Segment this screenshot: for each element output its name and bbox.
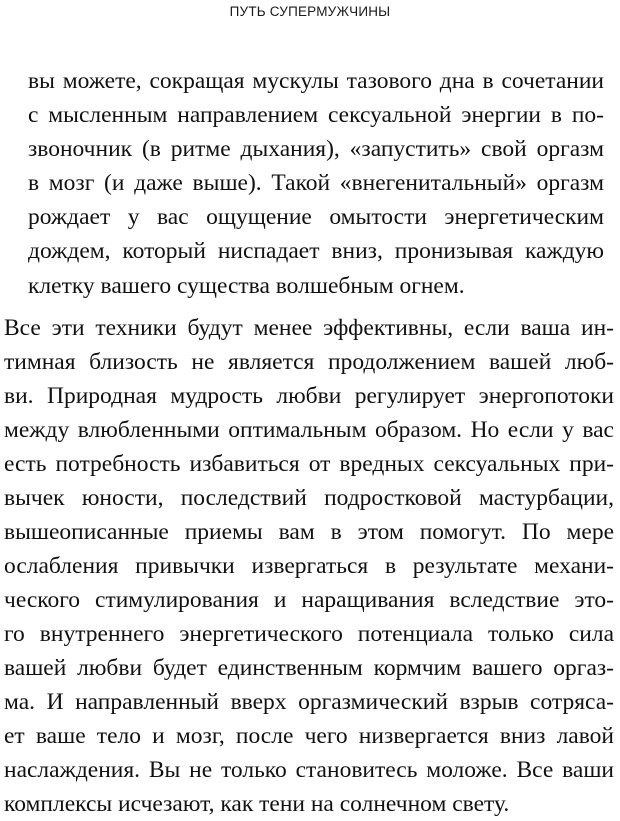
- text-line: ма. И направленный вверх оргазмический взрыв сотряса-: [4, 689, 614, 715]
- text-line: ви. Природная мудрость любви регулирует энергопотоки: [4, 383, 614, 409]
- text-line: ческого стимулирования и наращивания вследствие это-: [4, 587, 614, 613]
- text-line: тимная близость не является продолжением вашей люб-: [4, 349, 614, 375]
- quote-paragraph: [28, 64, 604, 303]
- text-line: вашей любви будет единственным кормчим вашего оргаз-: [4, 655, 614, 681]
- text-line: звоночник (в ритме дыхания), «запустить» свой оргазм: [28, 136, 604, 163]
- text-line: ет ваше тело и мозг, после чего низвергается вниз лавой: [4, 723, 614, 749]
- running-header: ПУТЬ СУПЕРМУЖЧИНЫ: [229, 4, 391, 19]
- text-line: Все эти техники будут менее эффективны, если ваша ин-: [4, 315, 614, 341]
- text-line: рождает у вас ощущение омытости энергетическим: [28, 204, 604, 231]
- main-paragraph: [4, 311, 614, 821]
- text-line: вычек юности, последствий подростковой мастурбации,: [4, 485, 614, 511]
- text-line: с мысленным направлением сексуальной энергии в по-: [28, 102, 604, 129]
- text-line: вышеописанные приемы вам в этом помогут. По мере: [4, 519, 614, 545]
- text-line: ослабления привычки извергаться в результате механи-: [4, 553, 614, 579]
- text-line: между влюбленными оптимальным образом. Но если у вас: [4, 417, 614, 443]
- text-line: наслаждения. Вы не только становитесь моложе. Все ваши: [4, 757, 614, 783]
- text-line: го внутреннего энергетического потенциала только сила: [4, 621, 614, 647]
- text-line: клетку вашего существа волшебным огнем.: [28, 272, 465, 299]
- text-line: вы можете, сокращая мускулы тазового дна в сочетании: [28, 68, 604, 94]
- text-line: комплексы исчезают, как тени на солнечном свету.: [4, 791, 510, 817]
- text-line: в мозг (и даже выше). Такой «внегенитальный» оргазм: [28, 170, 604, 197]
- text-line: дождем, который ниспадает вниз, пронизывая каждую: [28, 238, 604, 265]
- text-line: есть потребность избавиться от вредных сексуальных при-: [4, 451, 614, 477]
